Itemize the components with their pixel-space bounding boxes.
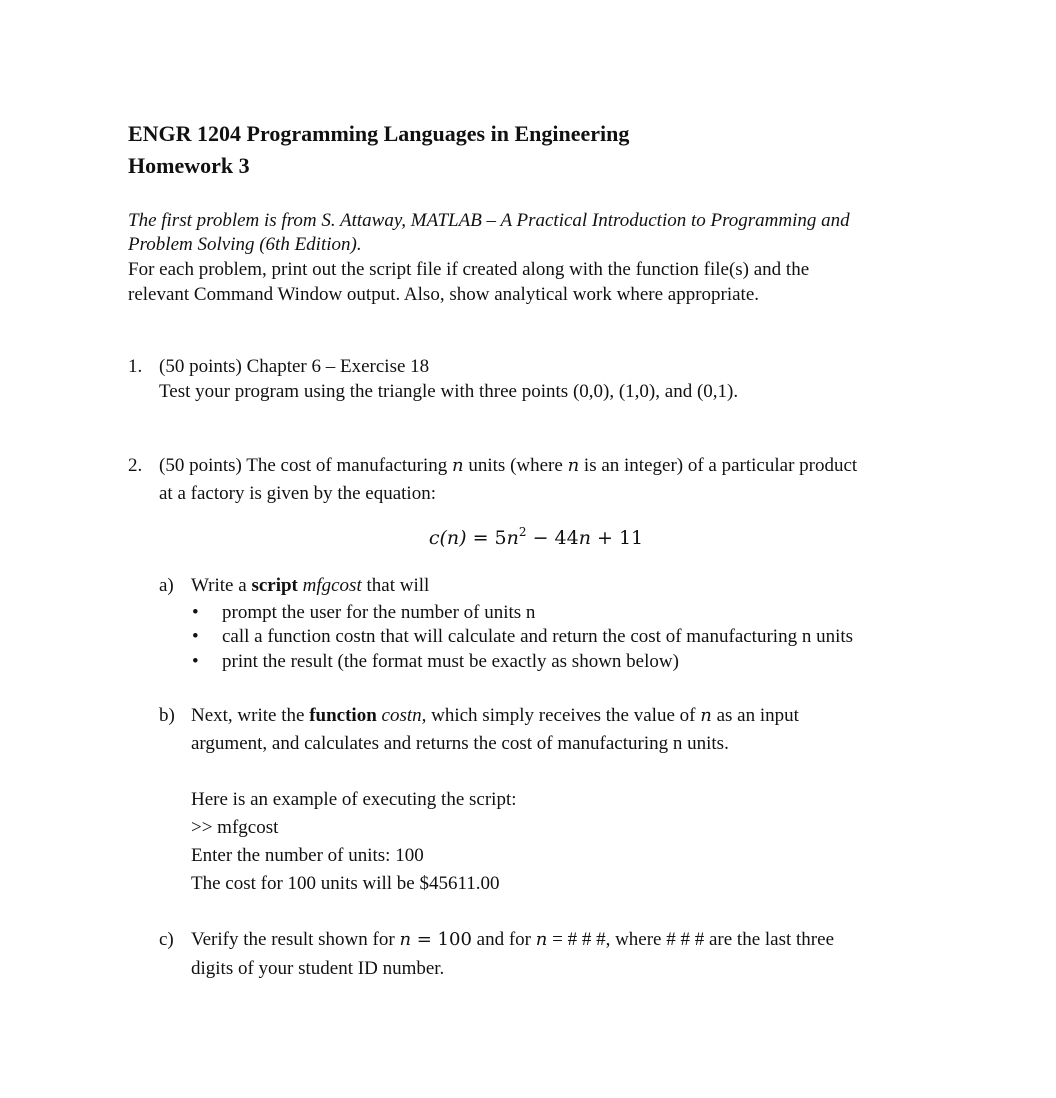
cost-equation: $c(n) = 5n^2 - 44n + 11$	[428, 525, 644, 549]
problem-2-line-2: at a factory is given by the equation:	[159, 483, 436, 504]
part-a-bullet-1: prompt the user for the number of units n	[222, 602, 536, 623]
example-command: >> mfgcost	[191, 817, 279, 838]
problem-2-line-1: (50 points) The cost of manufacturing n units (where n is an integer) of a particular product	[159, 455, 858, 476]
instructions-line-2: relevant Command Window output. Also, show analytical work where appropriate.	[128, 284, 760, 305]
course-title: ENGR 1204 Programming Languages in Engineering	[128, 121, 630, 146]
part-c-line-2: digits of your student ID number.	[191, 958, 445, 979]
homework-title: Homework 3	[128, 153, 250, 178]
part-c-text: Verify the result shown for n = 100 and for n = # # #, where # # # are the last three	[191, 929, 835, 950]
part-b-line-2: argument, and calculates and returns the cost of manufacturing n units.	[191, 733, 729, 754]
problem-1-number: 1.	[128, 356, 143, 377]
part-b-label: b)	[159, 705, 175, 726]
math-var-n: n	[399, 929, 412, 950]
example-output: The cost for 100 units will be $45611.00	[191, 873, 500, 894]
instructions-line-1: For each problem, print out the script file if created along with the function file(s) and the	[128, 259, 810, 280]
example-prompt: Enter the number of units: 100	[191, 845, 424, 866]
part-a-label: a)	[159, 575, 174, 596]
math-var-n: n	[535, 929, 548, 950]
source-citation-line-2: Problem Solving (6th Edition).	[128, 234, 362, 255]
part-a-bullet-2: call a function costn that will calculate and return the cost of manufacturing n units	[222, 626, 854, 647]
problem-2-number: 2.	[128, 455, 143, 476]
math-var-n: n	[567, 455, 580, 476]
part-c-label: c)	[159, 929, 174, 950]
example-intro: Here is an example of executing the script:	[191, 789, 517, 810]
bullet-icon: •	[192, 651, 199, 672]
part-b-text: Next, write the function costn, which simply receives the value of n as an input	[191, 705, 799, 726]
problem-1-heading: (50 points) Chapter 6 – Exercise 18	[159, 356, 430, 377]
bullet-icon: •	[192, 602, 199, 623]
math-var-n: n	[452, 455, 464, 476]
bullet-icon: •	[192, 626, 199, 647]
part-a-text: Write a script mfgcost that will	[191, 575, 430, 596]
source-citation-line-1: The first problem is from S. Attaway, MATLAB – A Practical Introduction to Programming and	[128, 210, 850, 231]
part-a-bullet-3: print the result (the format must be exactly as shown below)	[222, 651, 679, 672]
problem-1-text: Test your program using the triangle with three points (0,0), (1,0), and (0,1).	[159, 381, 739, 402]
math-var-n: n	[700, 705, 712, 726]
